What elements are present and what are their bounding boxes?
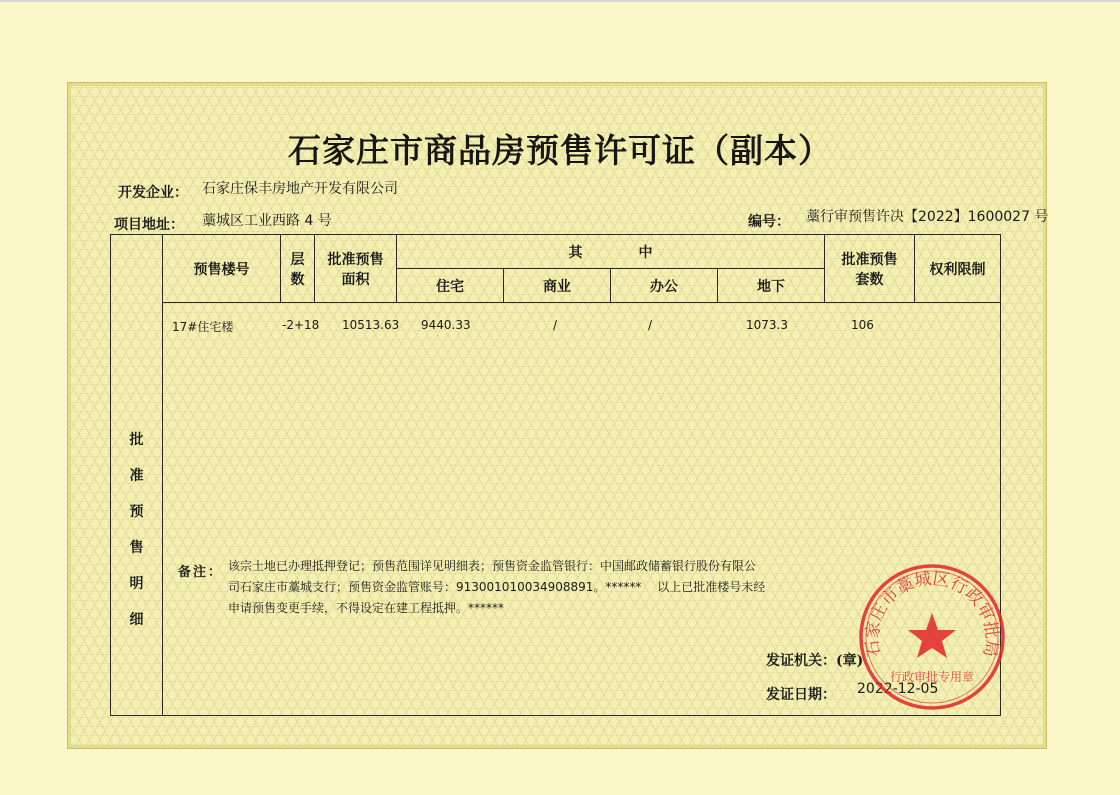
header-restrictions: 权利限制 — [915, 235, 1001, 303]
side-char: 准 — [129, 468, 144, 484]
row-residential: 9440.33 — [421, 318, 471, 332]
official-seal-stamp — [858, 563, 1006, 711]
seal-inner-text: 行政审批专用章 — [889, 670, 975, 684]
header-building: 预售楼号 — [163, 235, 281, 303]
remarks-line: 司石家庄市藁城支行；预售资金监管账号：913001010034908891。****** 以上已批准楼号未经 — [228, 580, 766, 594]
remarks-label: 备注： — [178, 565, 224, 580]
row-units: 106 — [851, 318, 874, 332]
row-floors: -2+18 — [282, 318, 320, 332]
seal-ring-text: 石家庄市藁城区行政审批局 — [862, 569, 1002, 659]
developer-label: 开发企业： — [118, 185, 188, 201]
issuing-authority-label: 发证机关：(章) — [766, 653, 864, 669]
remarks-line: 该宗土地已办理抵押登记；预售范围详见明细表；预售资金监管银行：中国邮政储蓄银行股份有限公 — [228, 559, 757, 573]
issue-date-label: 发证日期： — [766, 687, 836, 703]
header-residential: 住宅 — [397, 269, 504, 303]
side-char: 售 — [129, 540, 144, 556]
developer-value: 石家庄保丰房地产开发有限公司 — [202, 181, 398, 197]
side-char: 批 — [129, 432, 144, 448]
side-label-cell — [111, 235, 163, 716]
header-of-which: 其 中 — [397, 235, 825, 269]
side-char: 明 — [129, 576, 144, 592]
row-building: 17#住宅楼 — [172, 320, 234, 334]
header-floors-line: 层 — [290, 251, 305, 268]
header-units-line: 套数 — [855, 271, 884, 288]
row-commercial: / — [553, 318, 558, 332]
address-label: 项目地址： — [114, 217, 184, 233]
header-area-line: 面积 — [341, 271, 370, 288]
header-area — [315, 235, 397, 303]
side-char: 预 — [129, 504, 144, 520]
header-units — [825, 235, 915, 303]
side-char: 细 — [129, 612, 144, 628]
header-commercial: 商业 — [504, 269, 611, 303]
address-value: 藁城区工业西路 4 号 — [202, 213, 332, 229]
seal-star-icon — [908, 613, 956, 658]
row-area: 10513.63 — [342, 318, 400, 332]
remarks-line: 申请预售变更手续，不得设定在建工程抵押。****** — [228, 601, 505, 615]
header-underground: 地下 — [718, 269, 825, 303]
row-underground: 1073.3 — [746, 318, 788, 332]
top-rule — [0, 0, 1120, 2]
header-area-line: 批准预售 — [327, 251, 384, 268]
issue-date-value: 2022-12-05 — [857, 681, 939, 697]
number-value: 藁行审预售许决【2022】1600027 号 — [806, 209, 1049, 225]
header-units-line: 批准预售 — [841, 251, 898, 268]
certificate-title: 石家庄市商品房预售许可证（副本） — [288, 131, 832, 170]
number-label: 编号： — [748, 214, 790, 230]
remarks-text — [228, 556, 768, 619]
row-office: / — [648, 318, 653, 332]
header-floors-line: 数 — [290, 271, 305, 288]
header-floors — [281, 235, 315, 303]
header-office: 办公 — [611, 269, 718, 303]
